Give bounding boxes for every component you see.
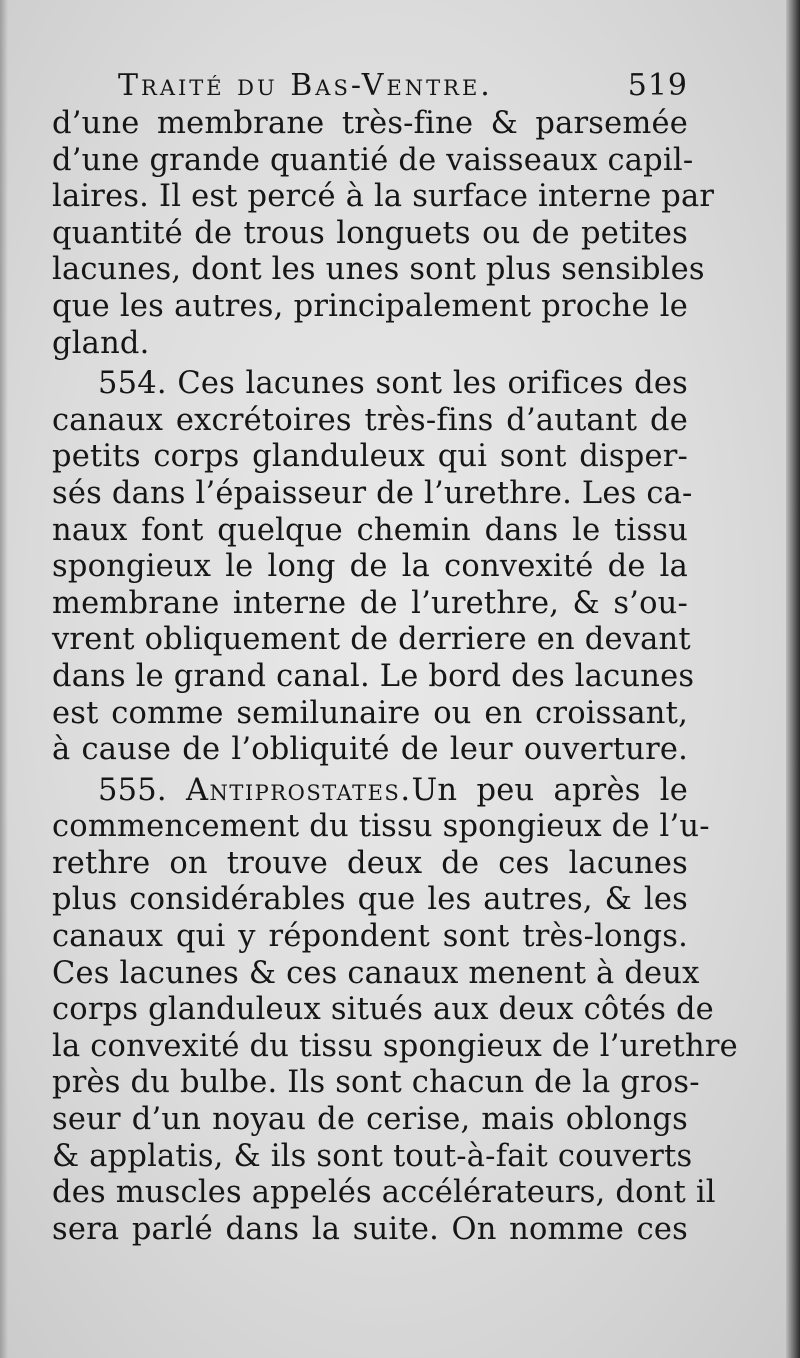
text-line: d’une membrane très-fine & parsemée bbox=[52, 106, 688, 141]
text-line: rethre on trouve deux de ces lacunes bbox=[52, 845, 688, 881]
text-line: des muscles appelés accélérateurs, dont il bbox=[52, 1175, 716, 1211]
text-line: Ces lacunes & ces canaux menent à deux bbox=[52, 955, 700, 991]
text-line: lacunes, dont les unes sont plus sensibles bbox=[52, 252, 705, 288]
paragraph-continuation bbox=[52, 106, 715, 362]
text-line: sés dans l’épaisseur de l’urethre. Les ca- bbox=[52, 475, 693, 511]
text-line: quantité de trous longuets ou de petites bbox=[52, 215, 688, 251]
text-line: plus considérables que les autres, & les bbox=[52, 882, 688, 918]
text-line: corps glanduleux situés aux deux côtés de bbox=[52, 992, 714, 1028]
paragraph-554 bbox=[52, 366, 695, 769]
paragraph-number: 555. bbox=[98, 772, 167, 808]
text-line: d’une grande quantié de vaisseaux capil- bbox=[52, 142, 694, 178]
section-heading: Antiprostates. bbox=[185, 772, 412, 808]
text-line: & applatis, & ils sont tout-à-fait couverts bbox=[52, 1138, 693, 1174]
running-title: Traité du Bas-Ventre. bbox=[118, 68, 493, 103]
page-left-edge-shadow bbox=[0, 0, 8, 1358]
text-line: vrent obliquement de derriere en devant bbox=[52, 622, 691, 658]
text-line: près du bulbe. Ils sont chacun de la gros- bbox=[52, 1065, 700, 1101]
text-line: petits corps glanduleux qui sont disper- bbox=[52, 439, 688, 475]
running-header bbox=[52, 68, 688, 106]
page-number: 519 bbox=[627, 68, 688, 103]
text-line: spongieux le long de la convexité de la bbox=[52, 549, 688, 585]
text-line: naux font quelque chemin dans le tissu bbox=[52, 512, 688, 548]
text-line: laires. Il est percé à la surface interne par bbox=[52, 179, 715, 215]
text-line: seur d’un noyau de cerise, mais oblongs bbox=[52, 1102, 688, 1138]
text-line: que les autres, principalement proche le bbox=[52, 288, 688, 324]
text-line: est comme semilunaire ou en croissant, bbox=[52, 695, 688, 731]
text-line: gland. bbox=[52, 325, 150, 361]
text-line: canaux excrétoires très-fins d’autant de bbox=[52, 402, 688, 438]
text-line: commencement du tissu spongieux de l’u- bbox=[52, 809, 710, 845]
paragraph-number: 554. bbox=[98, 366, 167, 402]
text-line-content: Un peu après le bbox=[411, 772, 688, 808]
text-line-content: Ces lacunes sont les orifices des bbox=[177, 366, 688, 402]
text-line: dans le grand canal. Le bord des lacunes bbox=[52, 658, 695, 694]
text-line bbox=[52, 773, 688, 810]
page-right-edge-shadow bbox=[786, 0, 800, 1358]
paragraph-555 bbox=[52, 772, 738, 1249]
text-line: à cause de l’obliquité de leur ouverture. bbox=[52, 732, 688, 768]
text-line: membrane interne de l’urethre, & s’ou- bbox=[52, 585, 688, 621]
text-line bbox=[52, 366, 688, 403]
text-line: sera parlé dans la suite. On nomme ces bbox=[52, 1211, 688, 1247]
text-line: la convexité du tissu spongieux de l’urethre bbox=[52, 1028, 738, 1064]
page-text-block bbox=[52, 68, 738, 1248]
text-line: canaux qui y répondent sont très-longs. bbox=[52, 919, 688, 955]
